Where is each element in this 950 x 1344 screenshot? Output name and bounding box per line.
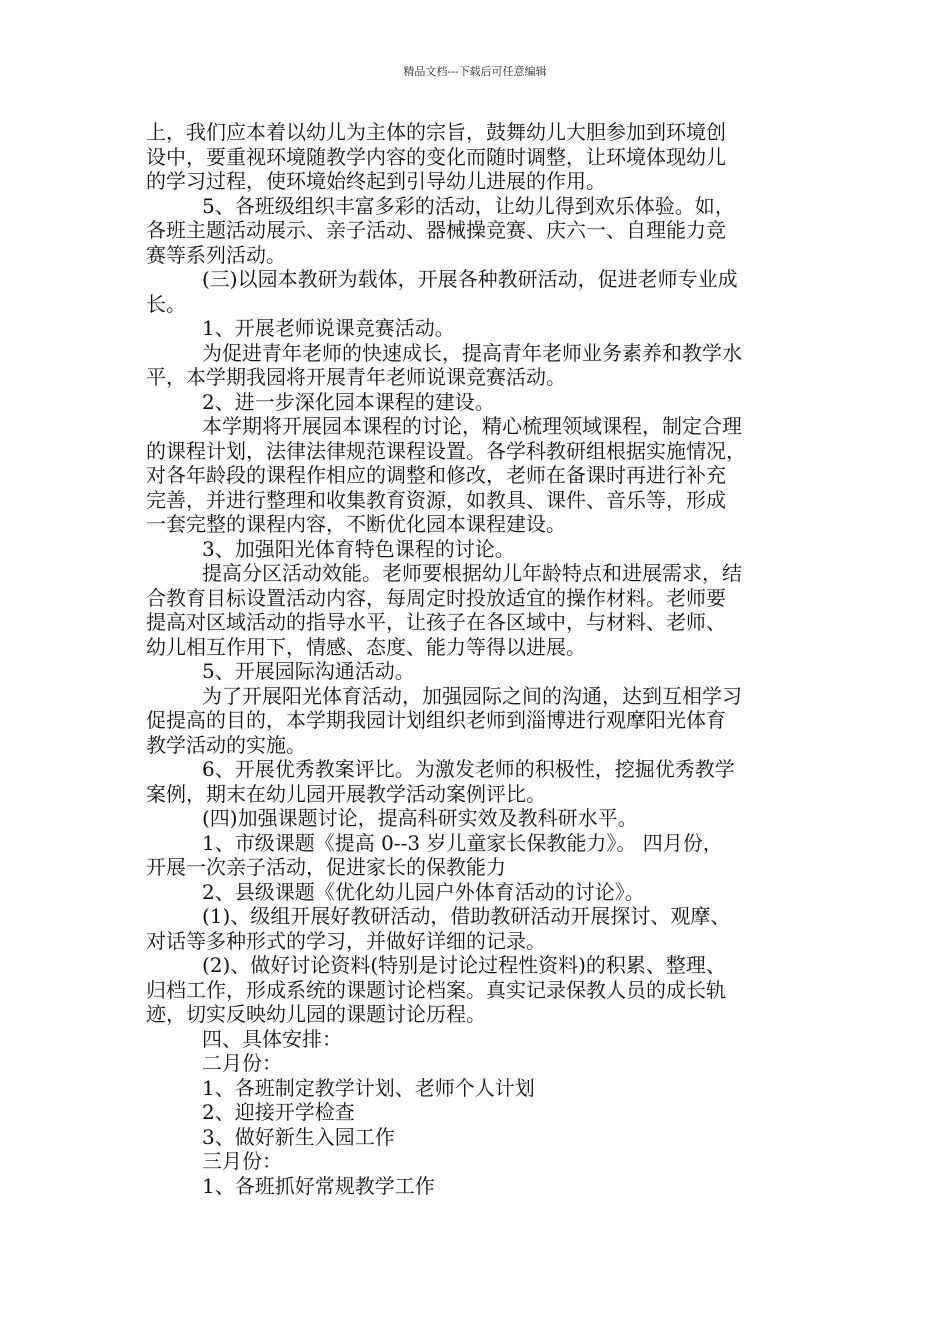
text-line: 促提高的目的，本学期我园计划组织老师到淄博进行观摩阳光体育 [146,708,726,732]
text-line: 2、迎接开学检查 [202,1100,355,1124]
text-line: 幼儿相互作用下，情感、态度、能力等得以进展。 [146,634,586,659]
text-line: 1、市级课题《提高 0--3 岁儿童家长保教能力》。 四月份， [202,830,723,855]
text-line: 完善，并进行整理和收集教育资源，如教具、课件、音乐等，形成 [146,487,726,512]
text-line: 案例，期末在幼儿园开展教学活动案例评比。 [146,781,546,806]
document-body [146,120,822,1198]
text-line: 长。 [146,291,186,316]
text-line: (2)、做好讨论资料(特别是讨论过程性资料)的积累、整理、 [202,953,726,977]
text-line: 教学活动的实施。 [146,732,306,757]
text-line: 归档工作，形成系统的课题讨论档案。真实记录保教人员的成长轨 [146,977,726,1002]
text-line: 合教育目标设置活动内容，每周定时投放适宜的操作材料。老师要 [146,585,726,610]
text-line: 本学期将开展园本课程的讨论，精心梳理领域课程，制定合理 [202,414,742,438]
text-line: 设中，要重视环境随教学内容的变化而随时调整，让环境体现幼儿 [146,144,726,169]
text-line: 6、开展优秀教案评比。为激发老师的积极性，挖掘优秀教学 [202,757,735,781]
page-header: 精品文档---下载后可任意编辑 [403,65,547,78]
text-line: 1、各班制定教学计划、老师个人计划 [202,1075,535,1100]
text-line: 开展一次亲子活动，促进家长的保教能力 [146,855,506,879]
text-line: 为促进青年老师的快速成长，提高青年老师业务素养和教学水 [202,340,742,365]
text-line: 1、各班抓好常规教学工作 [202,1173,435,1198]
text-line: 对各年龄段的课程作相应的调整和修改，老师在备课时再进行补充 [146,463,726,487]
text-line: 平，本学期我园将开展青年老师说课竞赛活动。 [146,365,566,389]
text-line: 提高分区活动效能。老师要根据幼儿年龄特点和进展需求，结 [202,561,742,585]
text-line: 3、加强阳光体育特色课程的讨论。 [202,536,515,561]
text-line: 为了开展阳光体育活动，加强园际之间的沟通，达到互相学习 [202,683,742,708]
text-line: 2、进一步深化园本课程的建设。 [202,389,495,414]
text-line: (四)加强课题讨论，提高科研实效及教科研水平。 [202,806,638,830]
text-line: 2、县级课题《优化幼儿园户外体育活动的讨论》。 [202,879,645,904]
text-line: 三月份： [202,1149,282,1173]
text-line: 一套完整的课程内容，不断优化园本课程建设。 [146,512,566,536]
text-line: 二月份： [202,1051,282,1075]
text-line: 对话等多种形式的学习，并做好详细的记录。 [146,928,546,953]
text-line: 四、具体安排： [202,1026,342,1051]
text-line: 5、开展园际沟通活动。 [202,659,415,683]
text-line: 3、做好新生入园工作 [202,1124,395,1149]
text-line: 上，我们应本着以幼儿为主体的宗旨，鼓舞幼儿大胆参加到环境创 [146,120,726,144]
text-line: 5、各班级组织丰富多彩的活动，让幼儿得到欢乐体验。如， [202,193,735,218]
text-line: 1、开展老师说课竞赛活动。 [202,316,455,340]
text-line: 的课程计划，法律法律规范课程设置。各学科教研组根据实施情况， [146,438,746,463]
text-line: 的学习过程，使环境始终起到引导幼儿进展的作用。 [146,169,606,193]
text-line: 迹，切实反映幼儿园的课题讨论历程。 [146,1002,486,1026]
text-line: 提高对区域活动的指导水平，让孩子在各区域中，与材料、老师、 [146,610,726,634]
text-line: 各班主题活动展示、亲子活动、器械操竞赛、庆六一、自理能力竞 [146,218,726,242]
text-line: (1)、级组开展好教研活动，借助教研活动开展探讨、观摩、 [202,904,731,928]
text-line: 赛等系列活动。 [146,242,286,267]
text-line: (三)以园本教研为载体，开展各种教研活动，促进老师专业成 [202,267,738,291]
